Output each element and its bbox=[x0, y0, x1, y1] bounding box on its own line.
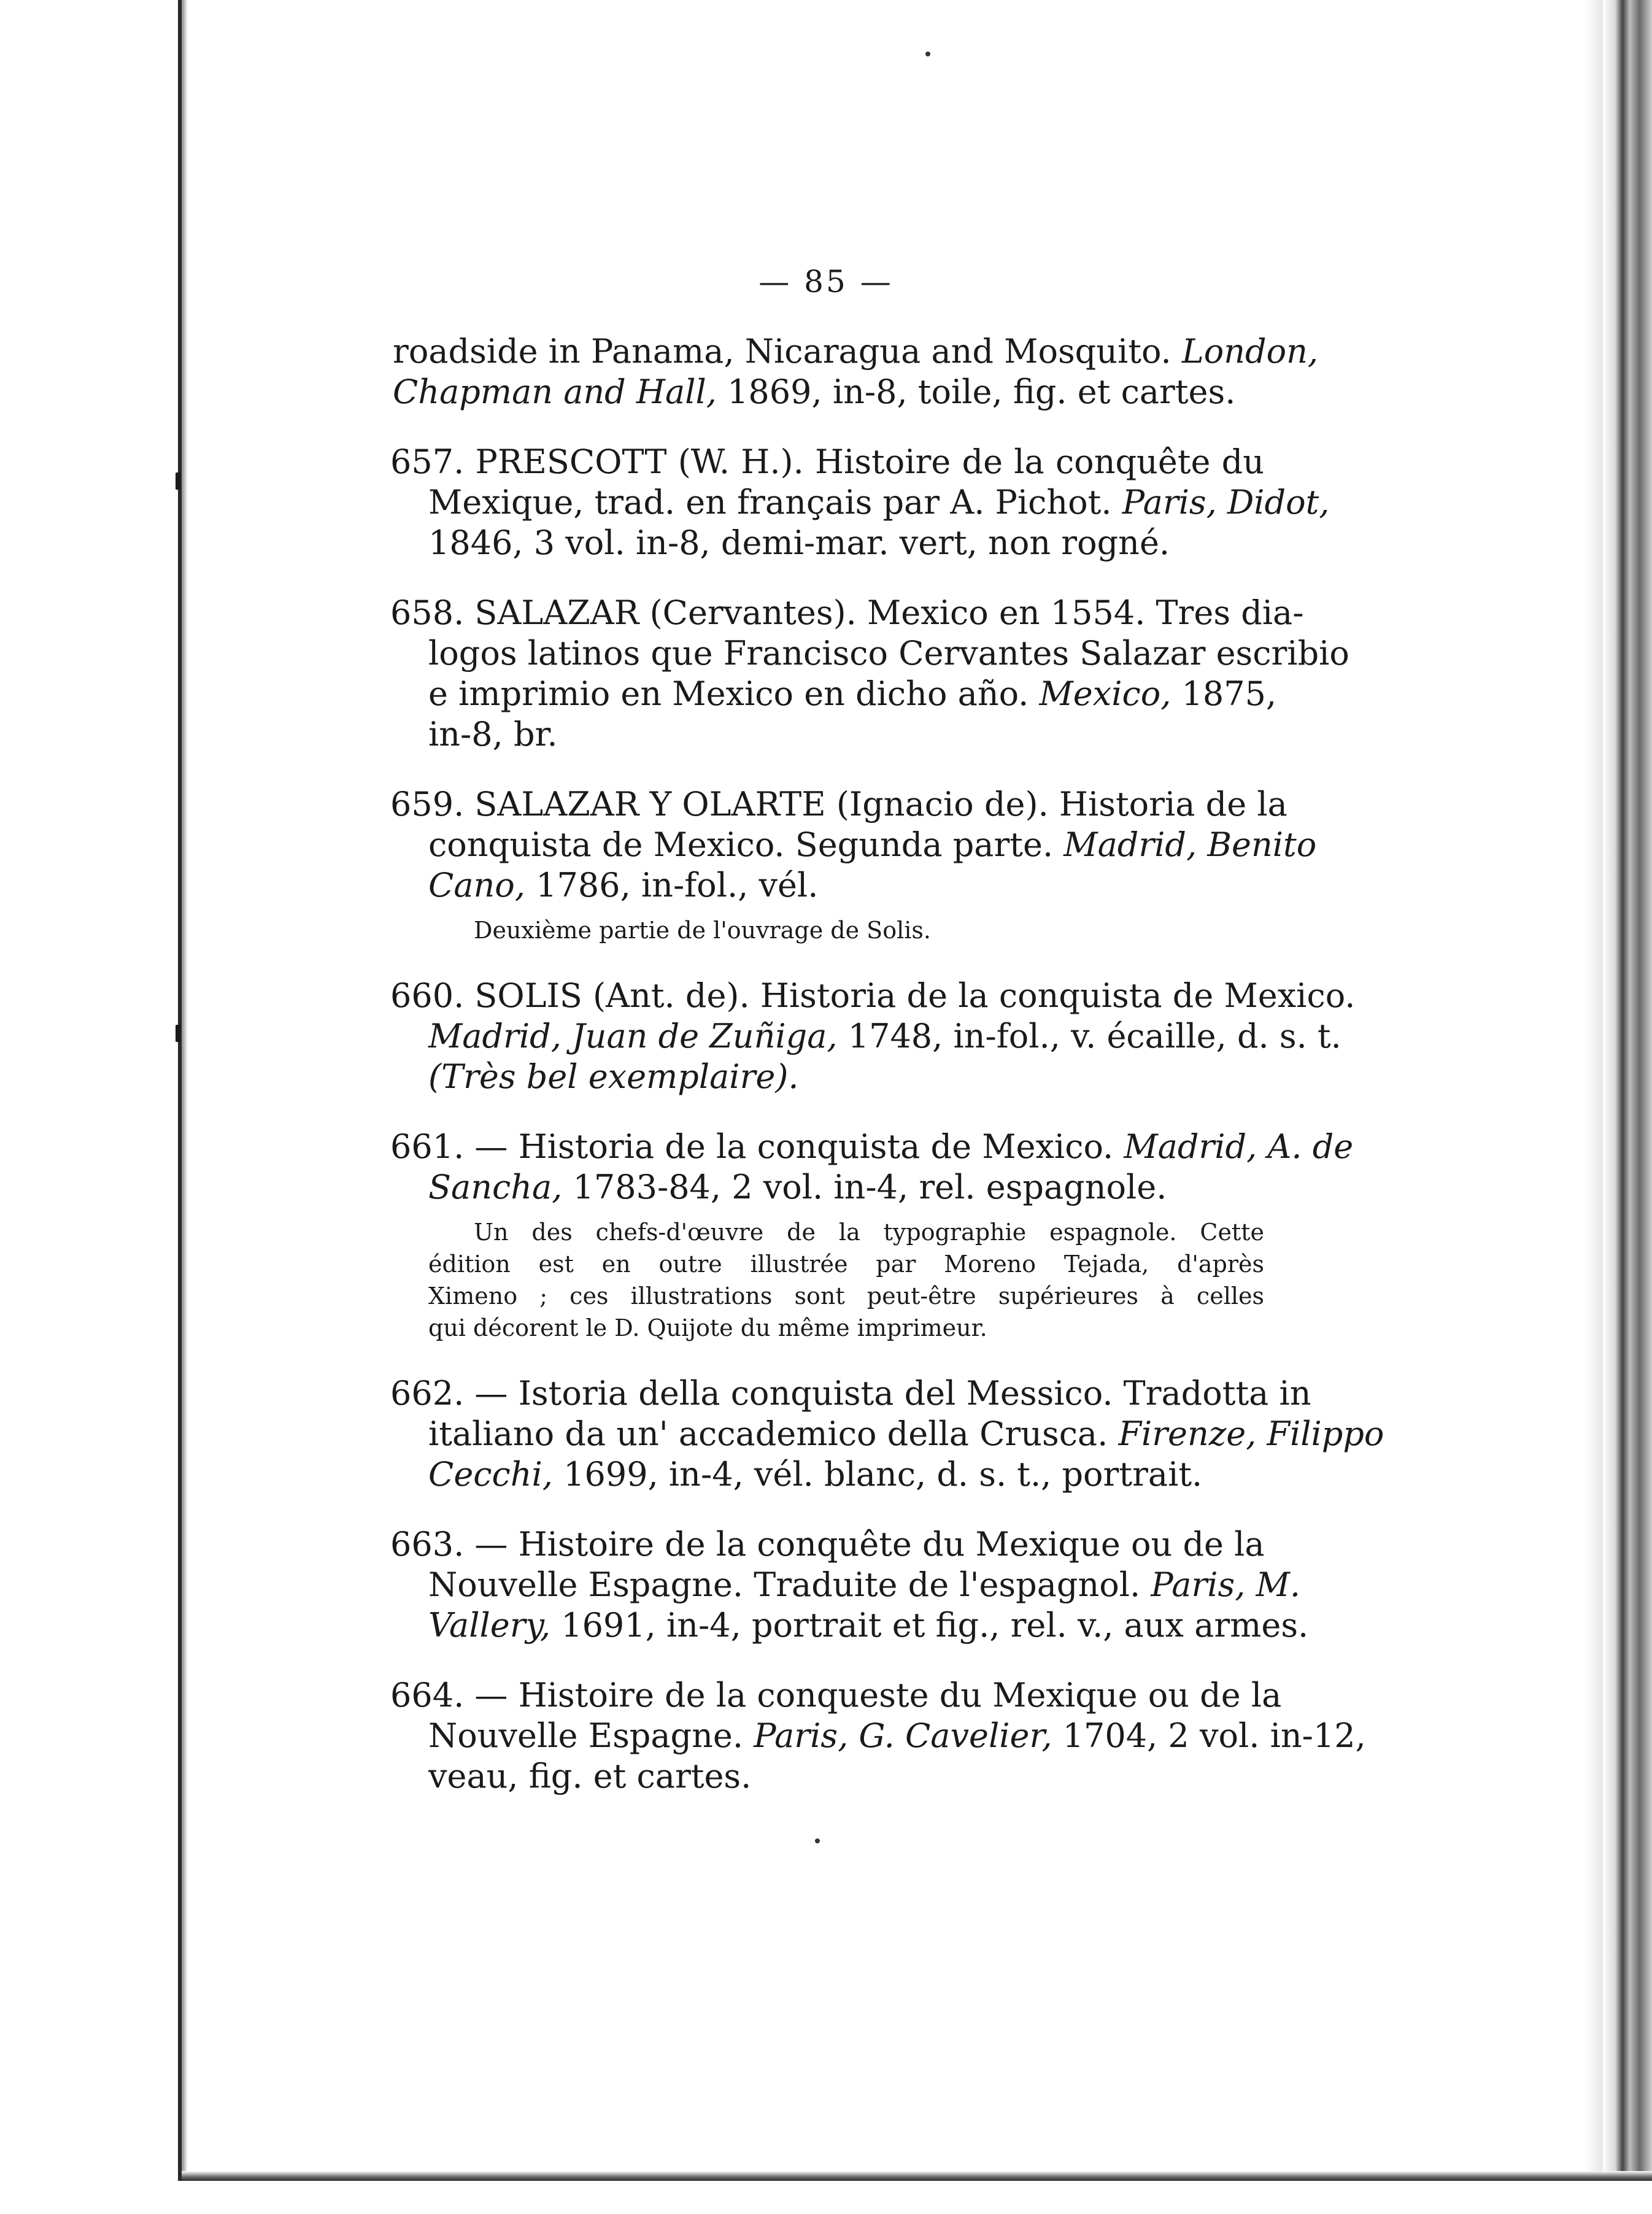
page-bottom-edge bbox=[182, 2171, 1652, 2181]
entry-number: 661. bbox=[390, 1127, 465, 1166]
note-line: qui décorent le D. Quijote du même imprimeur. bbox=[428, 1314, 987, 1341]
page-bottom-margin bbox=[0, 2181, 1652, 2214]
entry-line: Cano, 1786, in-fol., vél. bbox=[428, 866, 819, 904]
entry-number: 660. bbox=[390, 976, 465, 1015]
entry-number: 657. bbox=[390, 442, 465, 481]
entry-number: 662. bbox=[390, 1374, 465, 1413]
entry-line: 662. — Istoria della conquista del Messico. Tradotta in bbox=[390, 1374, 1311, 1413]
note-line: Ximeno ; ces illustrations sont peut-être supérieures à celles bbox=[428, 1282, 1264, 1310]
entry-line: Nouvelle Espagne. Traduite de l'espagnol. Paris, M. bbox=[428, 1565, 1301, 1604]
entry-number: 663. bbox=[390, 1525, 465, 1564]
entry-note bbox=[393, 1216, 1264, 1344]
catalogue-entry-662 bbox=[390, 1373, 1384, 1495]
entry-number: 664. bbox=[390, 1676, 465, 1714]
entry-line: 658. SALAZAR (Cervantes). Mexico en 1554. Tres dia- bbox=[390, 593, 1304, 632]
catalogue-entry-663 bbox=[390, 1524, 1309, 1646]
catalogue-entry-660 bbox=[390, 976, 1356, 1097]
catalogue-text bbox=[390, 331, 1384, 1797]
speck bbox=[815, 1838, 820, 1843]
entry-line: Vallery, 1691, in-4, portrait et fig., rel. v., aux armes. bbox=[428, 1606, 1309, 1645]
entry-line: roadside in Panama, Nicaragua and Mosquito. London, bbox=[393, 332, 1319, 371]
note-line: Un des chefs-d'œuvre de la typographie espagnole. Cette bbox=[474, 1219, 1264, 1246]
entry-line: Cecchi, 1699, in-4, vél. blanc, d. s. t., portrait. bbox=[428, 1455, 1203, 1494]
margin-mark bbox=[176, 472, 180, 490]
entry-line: 661. — Historia de la conquista de Mexico. Madrid, A. de bbox=[390, 1127, 1354, 1166]
entry-line: 660. SOLIS (Ant. de). Historia de la conquista de Mexico. bbox=[390, 976, 1356, 1015]
page-binding-shadow bbox=[182, 0, 188, 2185]
entry-line: (Très bel exemplaire). bbox=[428, 1057, 799, 1096]
note-line: édition est en outre illustrée par Moreno Tejada, d'après bbox=[428, 1251, 1264, 1278]
entry-line: 663. — Histoire de la conquête du Mexique ou de la bbox=[390, 1525, 1265, 1564]
entry-line: e imprimio en Mexico en dicho año. Mexico, 1875, bbox=[428, 674, 1277, 713]
catalogue-entry-664 bbox=[390, 1675, 1366, 1797]
entry-line: Chapman and Hall, 1869, in-8, toile, fig. et cartes. bbox=[393, 372, 1236, 411]
entry-note bbox=[393, 914, 1264, 946]
catalogue-entry-661 bbox=[390, 1127, 1354, 1344]
entry-line: 659. SALAZAR Y OLARTE (Ignacio de). Historia de la bbox=[390, 785, 1287, 824]
margin-mark bbox=[176, 1025, 180, 1042]
entry-line: veau, fig. et cartes. bbox=[428, 1757, 752, 1796]
entry-line: Sancha, 1783-84, 2 vol. in-4, rel. espagnole. bbox=[428, 1168, 1167, 1206]
entry-line: 664. — Histoire de la conqueste du Mexique ou de la bbox=[390, 1676, 1282, 1714]
entry-line: logos latinos que Francisco Cervantes Salazar escribio bbox=[428, 634, 1349, 673]
catalogue-entry-659 bbox=[390, 784, 1317, 946]
entry-line: Mexique, trad. en français par A. Pichot. Paris, Didot, bbox=[428, 483, 1330, 522]
catalogue-entry-658 bbox=[390, 593, 1349, 755]
entry-line: 1846, 3 vol. in-8, demi-mar. vert, non rogné. bbox=[428, 523, 1170, 562]
speck bbox=[925, 52, 930, 56]
entry-line: Nouvelle Espagne. Paris, G. Cavelier, 1704, 2 vol. in-12, bbox=[428, 1716, 1366, 1755]
entry-line: italiano da un' accademico della Crusca. Firenze, Filippo bbox=[428, 1414, 1384, 1453]
note-line: Deuxième partie de l'ouvrage de Solis. bbox=[474, 917, 931, 944]
page-number: — 85 — bbox=[758, 264, 894, 299]
entry-number: 659. bbox=[390, 785, 465, 824]
entry-line: Madrid, Juan de Zuñiga, 1748, in-fol., v. écaille, d. s. t. bbox=[428, 1017, 1341, 1055]
entry-number: 658. bbox=[390, 593, 465, 632]
continued-entry bbox=[393, 331, 1319, 412]
entry-line: conquista de Mexico. Segunda parte. Madrid, Benito bbox=[428, 825, 1317, 864]
page-right-edge bbox=[1603, 0, 1652, 2185]
catalogue-entry-657 bbox=[390, 442, 1330, 563]
page-right-shadow bbox=[1584, 0, 1603, 2185]
entry-line: in-8, br. bbox=[428, 715, 558, 754]
entry-line: 657. PRESCOTT (W. H.). Histoire de la conquête du bbox=[390, 442, 1265, 481]
